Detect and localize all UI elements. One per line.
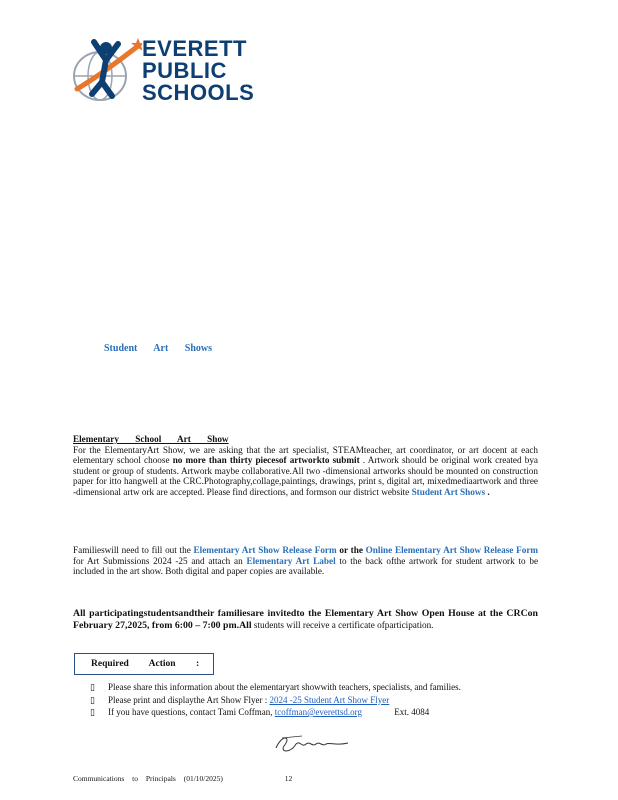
bullet-icon: ▯ [90,694,95,705]
list-item [90,707,520,718]
bullet-icon: ▯ [90,707,95,717]
footer-left: Communications to Principals (01/10/2025) [73,774,223,783]
list-item [90,682,520,693]
elementary-paragraph-1 [73,445,538,498]
elementary-paragraph-2 [73,545,538,577]
logo-line-1: EVERETT [142,36,247,61]
district-logo [72,34,254,114]
p2-text-b: for Art Submissions 2024 -25 and attach an [73,555,243,566]
logo-line-3: SCHOOLS [142,80,255,105]
p2-text-c: to the back ofthe artwork for student artwork to be included in the art show. Both digital and paper copies are available. [73,555,539,577]
footer [73,774,292,783]
contact-email-link[interactable]: tcoffman@everettsd.org [274,707,362,717]
section-title: Student Art Shows [104,343,213,354]
p2-or: or the [339,545,363,555]
page-number: 12 [284,774,293,783]
elementary-paragraph-3 [73,608,538,631]
student-art-shows-link[interactable]: Student Art Shows [411,486,486,497]
bullet-text: Please share this information about the elementaryart showwith teachers, specialists, and families. [108,682,461,692]
art-show-flyer-link[interactable]: 2024 -25 Student Art Show Flyer [269,694,390,705]
p3-bold: All participatingstudentsandtheir familiesare invitedto the Elementary Art Show Open House at the CRCon February 27,2025, from 6:00 – 7:00 pm.All [73,608,538,631]
p1-text-b: . Artwork should be original work created bya student or group of students. Artwork maybe collaborative.All two -dimensional artworks should be mounted on construction paper for itto hangwell at the CRC.Photography,collage,paintings, drawings, print s, digital art, mixedmediaartwork and three -dimensional artw ork are accepted. Please find directions, and formson our district website [73,455,538,497]
required-action-box [74,653,214,675]
art-label-link[interactable]: Elementary Art Label [246,555,336,566]
signature-icon [272,732,352,758]
p3-rest: students will receive a certificate ofparticipation. [253,619,434,630]
logo-line-2: PUBLIC [142,58,227,83]
action-list [90,682,520,718]
bullet-text: If you have questions, contact Tami Coffman, [108,707,273,717]
list-item [90,695,520,706]
elementary-heading: Elementary School Art Show [73,434,229,444]
p2-text-a: Familieswill need to fill out the [73,545,191,555]
bullet-icon: ▯ [90,682,95,692]
p1-bold: no more than thirty piecesof artworkto submit [172,455,360,466]
contact-extension: Ext. 4084 [394,707,430,717]
logo-emblem-icon [72,34,142,114]
online-release-form-link[interactable]: Online Elementary Art Show Release Form [365,545,539,555]
p1-end: . [487,486,490,497]
p1-text-a: For the ElementaryArt Show, we are asking that the art specialist, STEAMteacher, art coordinator, or art docent at each elementary school choose [73,444,538,466]
required-action-label: Required Action : [91,659,200,669]
bullet-text: Please print and displaythe Art Show Flyer : [108,694,268,705]
elementary-section [73,434,538,498]
release-form-link[interactable]: Elementary Art Show Release Form [193,545,337,555]
